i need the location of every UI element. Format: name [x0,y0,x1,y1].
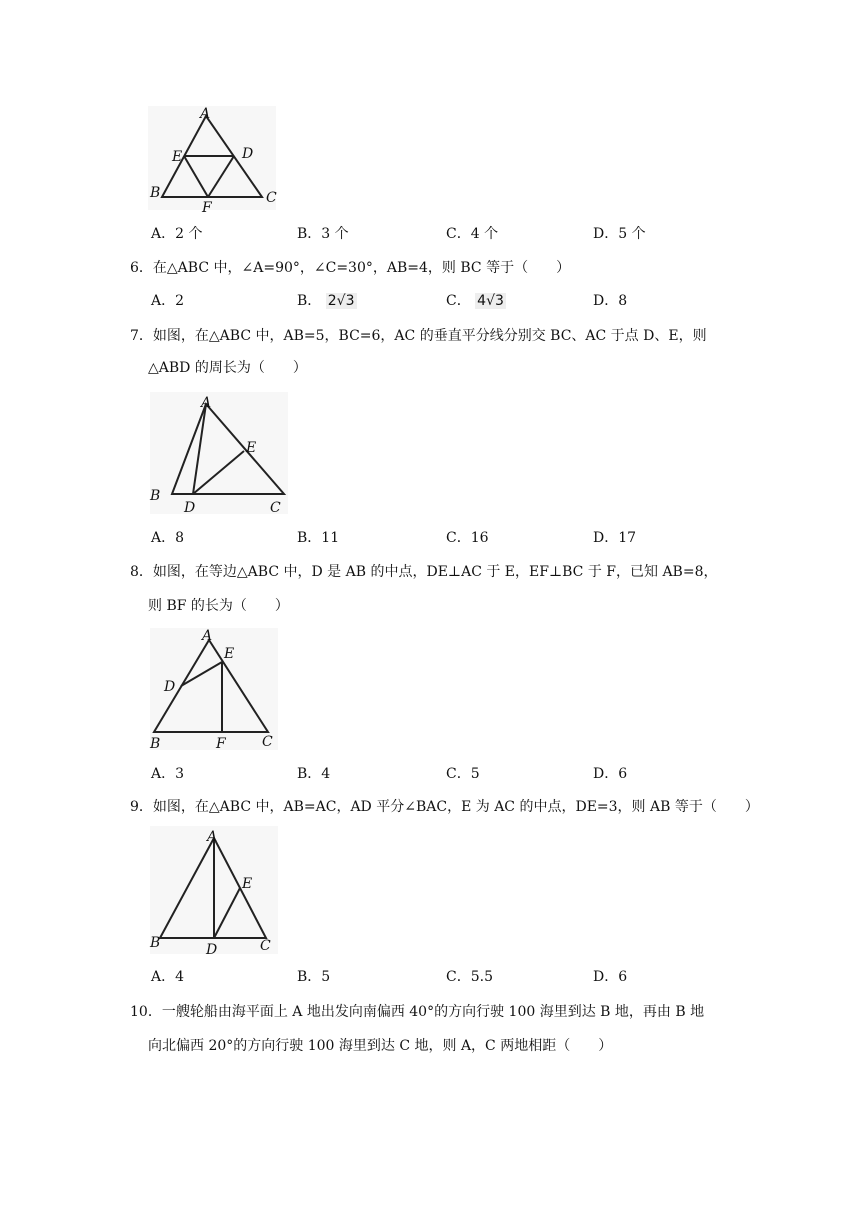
q5-segment-df [208,156,234,197]
q7-segment-de [193,451,244,494]
q8-figure [148,626,288,756]
q9-option-d: D．6 [593,969,628,985]
q6-option-a: A．2 [151,293,185,309]
q8-option-b: B．4 [297,766,331,782]
q10-question-text-line1: 10．一艘轮船由海平面上 A 地出发向南偏西 40°的方向行驶 100 海里到达 B 地，再由 B 地 [130,1004,705,1020]
q5-label-b: B [150,185,161,201]
q7-label-a: A [201,395,212,411]
q7-question-text-line1: 7．如图，在△ABC 中，AB=5，BC=6，AC 的垂直平分线分别交 BC、AC 于点 D、E，则 [130,328,707,344]
q9-label-c: C [260,938,271,954]
q7-option-c: C．16 [446,530,489,546]
q5-label-d: D [242,146,254,162]
q6-option-c [446,291,506,311]
q7-triangle-abc [172,404,284,494]
q5-label-e: E [172,149,183,165]
q7-segment-ad [193,404,206,494]
q8-label-e: E [224,646,235,662]
q9-label-d: D [206,942,218,958]
q5-label-f: F [202,200,212,216]
q6-option-c-radical: 4√3 [477,293,504,309]
q9-segment-de [214,888,240,938]
q8-question-text-line2: 则 BF 的长为（ ） [148,598,289,614]
q5-option-b: B．3 个 [297,226,349,242]
q9-figure [148,826,288,958]
q7-option-d: D．17 [593,530,637,546]
q8-label-a: A [202,628,213,644]
q9-option-c: C．5.5 [446,969,493,985]
q5-segment-ef [184,156,208,197]
q5-label-a: A [200,106,211,122]
q8-label-b: B [150,736,161,752]
q7-question-text-line2: △ABD 的周长为（ ） [148,360,307,376]
q9-question-text: 9．如图，在△ABC 中，AB=AC，AD 平分∠BAC，E 为 AC 的中点，DE=3，则 AB 等于（ ） [130,799,759,815]
q8-question-text-line1: 8．如图，在等边△ABC 中，D 是 AB 的中点，DE⊥AC 于 E，EF⊥BC 于 F，已知 AB=8， [130,564,718,580]
q8-label-c: C [262,734,273,750]
q6-question-text: 6．在△ABC 中，∠A=90°，∠C=30°，AB=4，则 BC 等于（ ） [130,260,571,276]
q10-question-text-line2: 向北偏西 20°的方向行驶 100 海里到达 C 地，则 A，C 两地相距（ ） [148,1038,613,1054]
q7-label-b: B [150,488,161,504]
q9-label-a: A [207,829,218,845]
q7-figure [148,390,298,520]
q9-label-b: B [150,935,161,951]
q7-label-d: D [184,500,196,516]
q8-option-c: C．5 [446,766,480,782]
q7-option-a: A．8 [151,530,185,546]
q5-label-c: C [266,190,277,206]
q6-option-b-letter: B． [297,293,322,309]
q5-option-c: C．4 个 [446,226,499,242]
q6-option-c-letter: C． [446,293,471,309]
q9-option-b: B．5 [297,969,331,985]
q7-option-b: B．11 [297,530,340,546]
q8-option-d: D．6 [593,766,628,782]
q5-figure [148,104,288,216]
q9-option-a: A．4 [151,969,185,985]
q6-option-d: D．8 [593,293,628,309]
q8-label-f: F [216,736,226,752]
q6-option-b-radical: 2√3 [327,293,355,309]
q5-option-d: D．5 个 [593,226,646,242]
q9-label-e: E [242,876,253,892]
q8-label-d: D [164,679,176,695]
q7-label-e: E [246,440,257,456]
q5-option-a: A．2 个 [151,226,203,242]
q8-segment-de [181,662,222,686]
q7-label-c: C [270,500,281,516]
q8-option-a: A．3 [151,766,185,782]
q6-option-b [297,291,357,311]
